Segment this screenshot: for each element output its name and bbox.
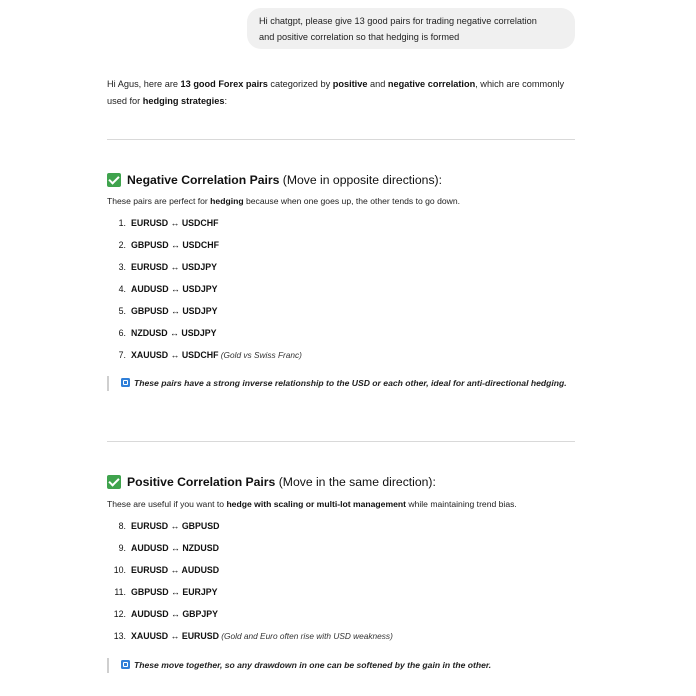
list-item-pair: GBPUSD ↔ EURJPY <box>131 587 218 597</box>
list-item <box>107 300 575 322</box>
intro-text-2: categorized by <box>267 79 333 89</box>
divider <box>107 441 575 442</box>
negative-heading-title: Negative Correlation Pairs <box>127 173 280 187</box>
list-item-number: 10. <box>113 565 126 575</box>
list-item <box>107 212 575 234</box>
negative-description <box>107 194 577 208</box>
user-message-line-2: and positive correlation so that hedging is formed <box>259 32 460 42</box>
list-item <box>107 278 575 300</box>
list-item-number: 11. <box>114 587 126 597</box>
positive-description <box>107 497 577 511</box>
list-item-pair: EURUSD ↔ GBPUSD <box>131 521 220 531</box>
intro-text-3: and <box>367 79 388 89</box>
list-item-pair: NZDUSD ↔ USDJPY <box>131 328 217 338</box>
negative-quote-text: These pairs have a strong inverse relationship to the USD or each other, ideal for anti-directional hedging. <box>134 378 567 388</box>
positive-heading-title: Positive Correlation Pairs <box>127 475 276 489</box>
info-square-icon <box>121 378 130 387</box>
negative-desc-text-2: because when one goes up, the other tends to go down. <box>243 196 461 206</box>
positive-desc-bold: hedge with scaling or multi-lot management <box>226 499 406 509</box>
list-item-number: 7. <box>118 350 126 360</box>
list-item <box>107 256 575 278</box>
list-item-number: 2. <box>118 240 126 250</box>
list-item <box>107 559 575 581</box>
list-item <box>107 625 575 647</box>
positive-desc-text-2: while maintaining trend bias. <box>405 499 517 509</box>
list-item-pair: GBPUSD ↔ USDCHF <box>131 240 219 250</box>
list-item-number: 8. <box>118 521 126 531</box>
intro-paragraph <box>107 76 575 110</box>
list-item-number: 4. <box>118 284 126 294</box>
list-item-pair: AUDUSD ↔ NZDUSD <box>131 543 219 553</box>
negative-desc-bold: hedging <box>210 196 244 206</box>
negative-section-heading <box>107 172 575 188</box>
divider <box>107 139 575 140</box>
list-item <box>107 603 575 625</box>
positive-blockquote <box>107 658 575 673</box>
check-mark-icon <box>107 173 121 187</box>
list-item-pair: EURUSD ↔ USDCHF <box>131 218 219 228</box>
list-item-pair: AUDUSD ↔ GBPJPY <box>131 609 219 619</box>
negative-desc-text-1: These pairs are perfect for <box>107 196 211 206</box>
intro-text-5: : <box>224 96 227 106</box>
info-square-icon <box>121 660 130 669</box>
check-mark-icon <box>107 475 121 489</box>
list-item-note: (Gold vs Swiss Franc) <box>218 350 302 360</box>
list-item-number: 12. <box>113 609 126 619</box>
user-message-line-1: Hi chatgpt, please give 13 good pairs for trading negative correlation <box>259 16 537 26</box>
list-item-pair: XAUUSD ↔ EURUSD <box>131 631 219 641</box>
list-item <box>107 234 575 256</box>
intro-text-4: , which are commonly used for <box>107 79 565 106</box>
list-item <box>107 322 575 344</box>
list-item-pair: GBPUSD ↔ USDJPY <box>131 306 218 316</box>
negative-pairs-list <box>107 212 575 366</box>
list-item <box>107 515 575 537</box>
positive-quote-text: These move together, so any drawdown in one can be softened by the gain in the other. <box>134 660 492 670</box>
user-message-bubble <box>247 8 575 49</box>
list-item-number: 6. <box>118 328 126 338</box>
intro-bold-4: hedging strategies <box>142 96 225 106</box>
positive-section-heading <box>107 474 575 490</box>
list-item-number: 1. <box>118 218 126 228</box>
list-item-pair: AUDUSD ↔ USDJPY <box>131 284 218 294</box>
intro-bold-1: 13 good Forex pairs <box>180 79 268 89</box>
negative-heading-subtitle: (Move in opposite directions): <box>279 173 442 187</box>
list-item-pair: EURUSD ↔ USDJPY <box>131 262 218 272</box>
list-item-pair: EURUSD ↔ AUDUSD <box>131 565 220 575</box>
list-item <box>107 581 575 603</box>
intro-text-1: Hi Agus, here are <box>107 79 181 89</box>
positive-pairs-list <box>107 515 575 647</box>
list-item-number: 3. <box>118 262 126 272</box>
list-item-pair: XAUUSD ↔ USDCHF <box>131 350 219 360</box>
intro-bold-3: negative correlation <box>387 79 476 89</box>
list-item-number: 13. <box>113 631 126 641</box>
list-item-number: 5. <box>118 306 126 316</box>
list-item <box>107 344 575 366</box>
positive-desc-text-1: These are useful if you want to <box>107 499 227 509</box>
positive-heading-subtitle: (Move in the same direction): <box>275 475 436 489</box>
list-item-number: 9. <box>118 543 126 553</box>
intro-bold-2: positive <box>332 79 368 89</box>
negative-blockquote <box>107 376 575 391</box>
list-item-note: (Gold and Euro often rise with USD weakness) <box>218 631 393 641</box>
list-item <box>107 537 575 559</box>
